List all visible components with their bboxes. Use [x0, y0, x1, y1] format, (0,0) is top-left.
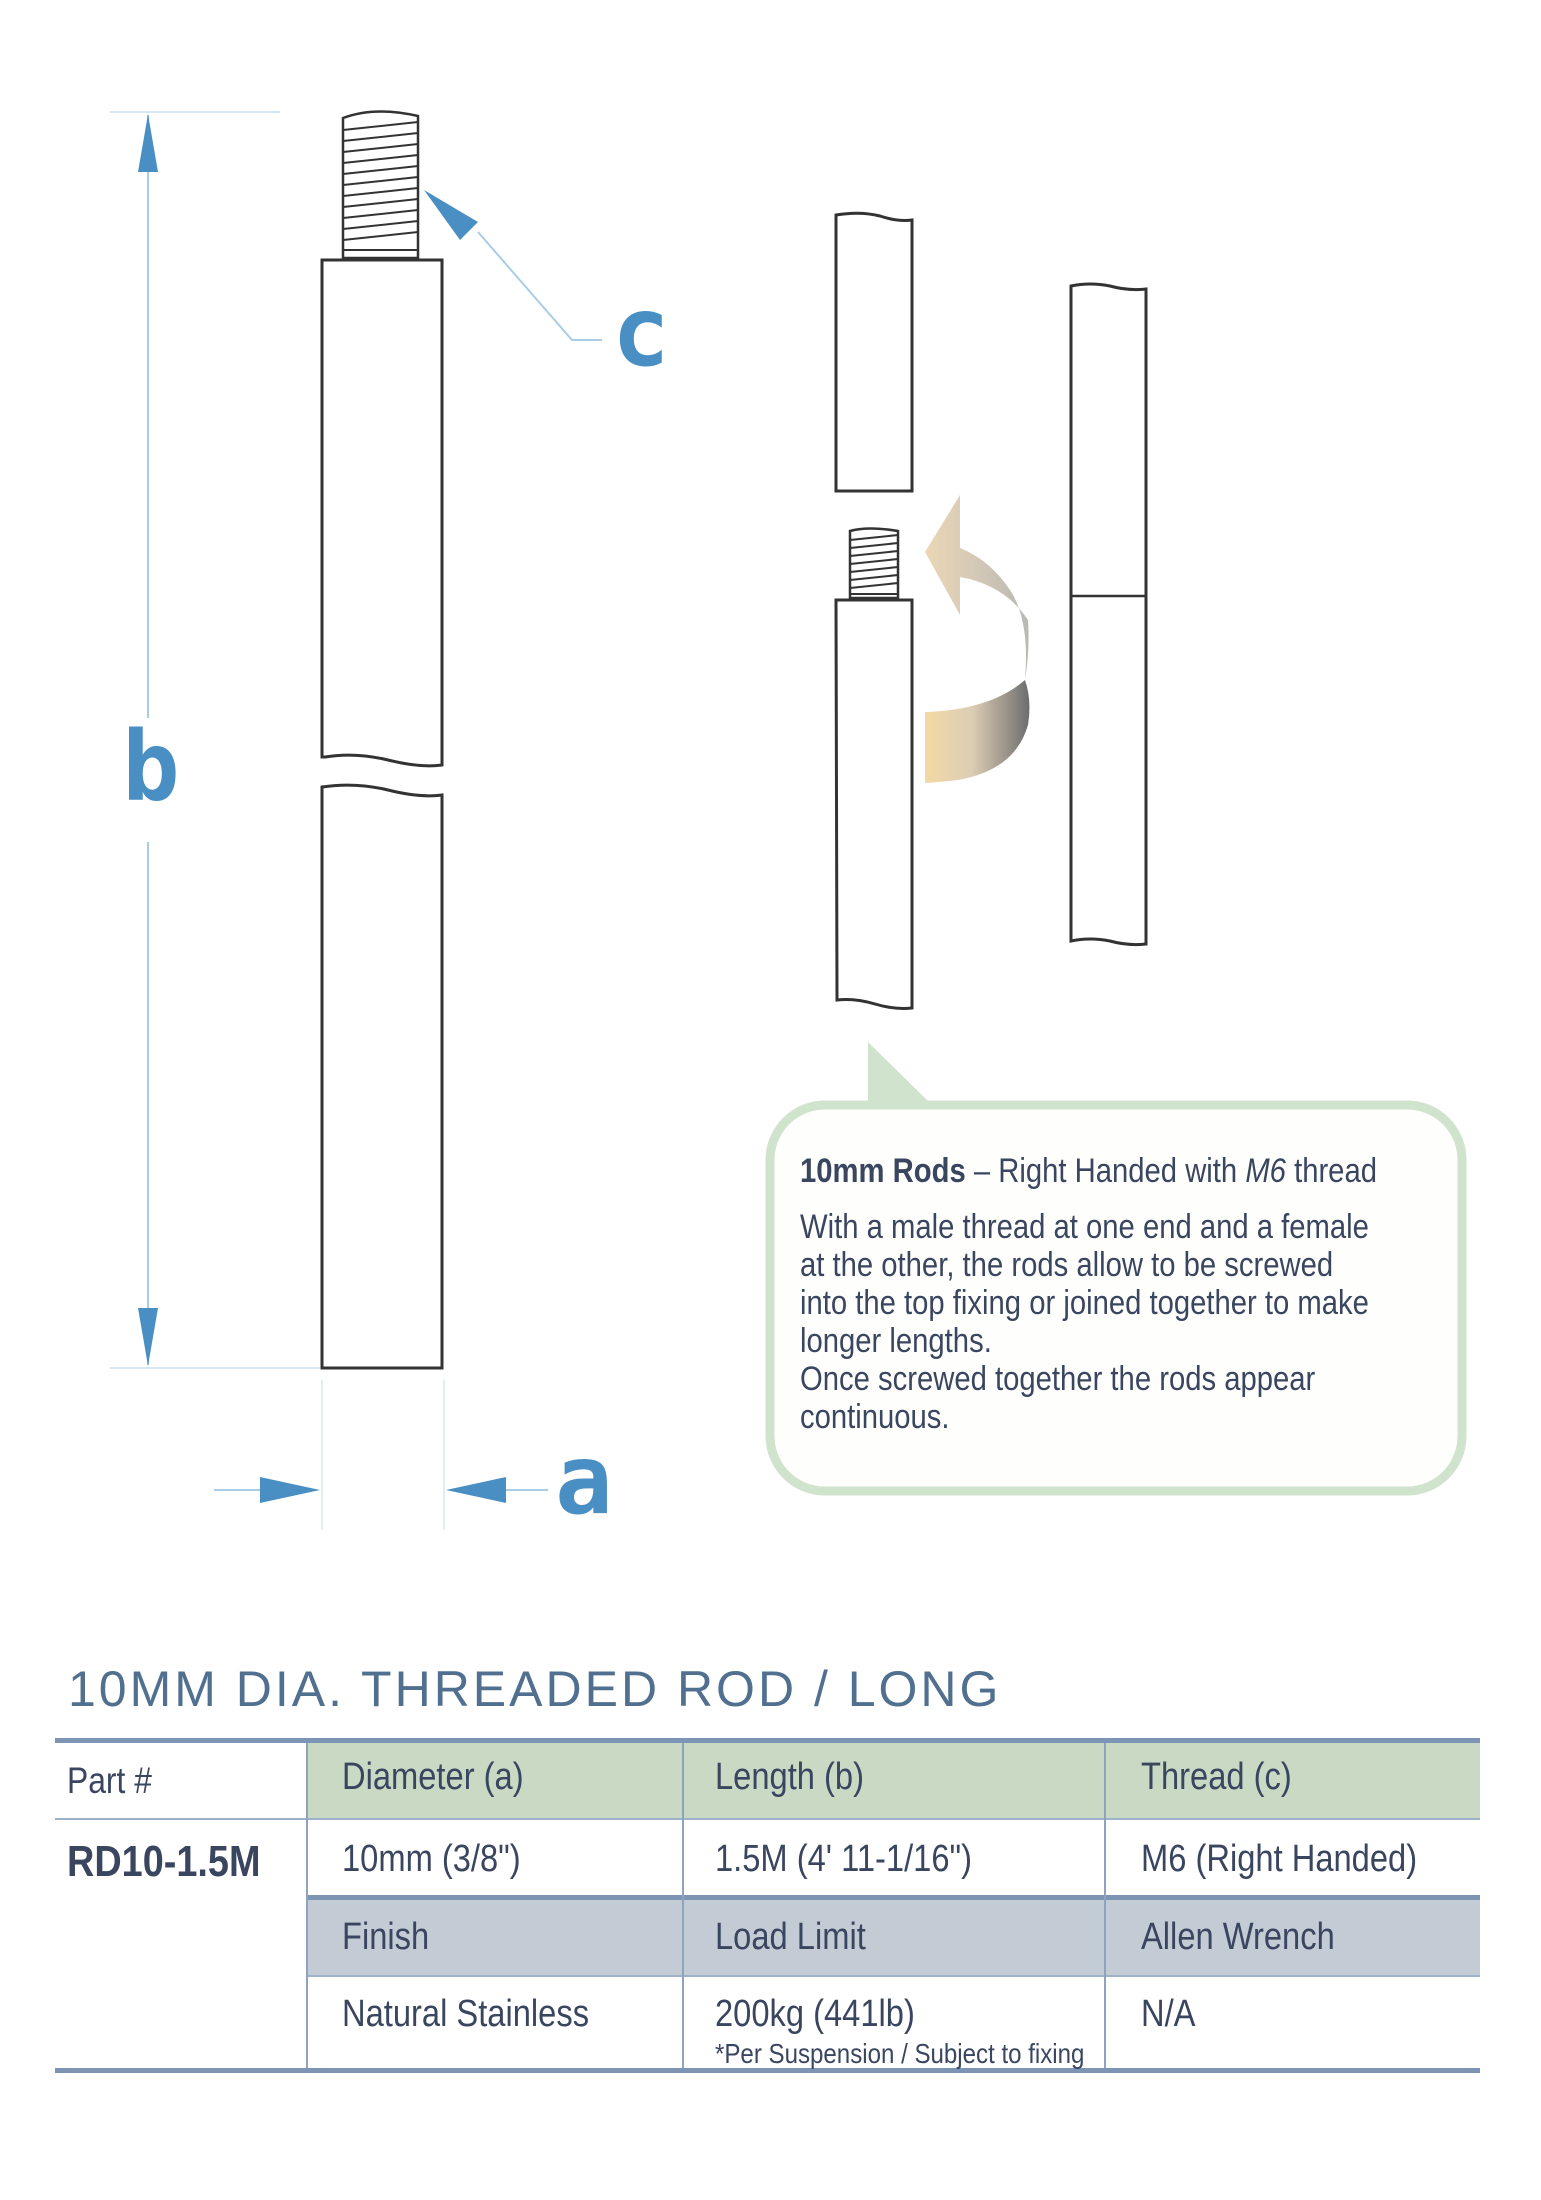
- callout-text: [800, 1152, 1377, 1436]
- callout-title-italic: M6: [1245, 1152, 1286, 1190]
- column-divider: [682, 1743, 684, 2068]
- column-divider: [1104, 1743, 1106, 2068]
- header-length: Length (b): [715, 1756, 864, 1798]
- dimension-label-a: a: [555, 1424, 613, 1536]
- rotate-arrow-icon: [925, 495, 1037, 790]
- table-top-rule: [55, 1738, 1480, 1743]
- callout-line: With a male thread at one end and a female: [800, 1208, 1369, 1246]
- value-finish: Natural Stainless: [342, 1993, 590, 2035]
- page-title: 10MM DIA. THREADED ROD / LONG: [68, 1661, 1002, 1717]
- part-label: Part #: [67, 1760, 152, 1801]
- callout-title-sep: – Right Handed with: [965, 1152, 1246, 1190]
- header-load-limit: Load Limit: [715, 1916, 866, 1958]
- callout-line: at the other, the rods allow to be screwed: [800, 1246, 1334, 1284]
- callout-title-bold: 10mm Rods: [800, 1152, 966, 1190]
- header-thread: Thread (c): [1141, 1756, 1292, 1798]
- value-diameter: 10mm (3/8"): [342, 1838, 521, 1880]
- upper-rod-segment: [836, 213, 912, 491]
- callout-title-end: thread: [1285, 1152, 1377, 1190]
- callout-line: into the top fixing or joined together to make: [800, 1284, 1369, 1322]
- row-rule: [307, 1975, 1480, 1977]
- dimension-arrow-icon: [138, 114, 158, 172]
- header-allen-wrench: Allen Wrench: [1141, 1916, 1335, 1958]
- threaded-rod-icon: [343, 111, 418, 258]
- value-load-limit: 200kg (441lb): [715, 1993, 915, 2035]
- main-rod: [322, 111, 442, 1368]
- row-rule: [307, 1895, 1480, 1900]
- callout-line: continuous.: [800, 1398, 950, 1436]
- dimension-a: [214, 1380, 613, 1536]
- dimension-label-b: b: [122, 711, 180, 823]
- header-finish: Finish: [342, 1916, 430, 1958]
- callout-line: longer lengths.: [800, 1322, 992, 1360]
- lower-rod-segment: [836, 600, 912, 1009]
- row-rule: [55, 1818, 1480, 1820]
- column-divider: [306, 1743, 308, 2068]
- threaded-rod-icon: [850, 529, 898, 599]
- dimension-c: [424, 190, 670, 388]
- load-limit-footnote: *Per Suspension / Subject to fixing: [715, 2038, 1085, 2069]
- part-number: RD10-1.5M: [67, 1837, 261, 1886]
- header-diameter: Diameter (a): [342, 1756, 524, 1798]
- joining-illustration: [836, 213, 1146, 1008]
- value-thread: M6 (Right Handed): [1141, 1838, 1418, 1880]
- value-length: 1.5M (4' 11-1/16"): [715, 1838, 973, 1880]
- value-allen-wrench: N/A: [1141, 1993, 1196, 2035]
- dimension-label-c: c: [612, 276, 670, 388]
- dimension-b: [110, 112, 320, 1368]
- joined-rod: [1071, 284, 1146, 945]
- callout-line: Once screwed together the rods appear: [800, 1360, 1316, 1398]
- callout-title: [800, 1152, 1377, 1190]
